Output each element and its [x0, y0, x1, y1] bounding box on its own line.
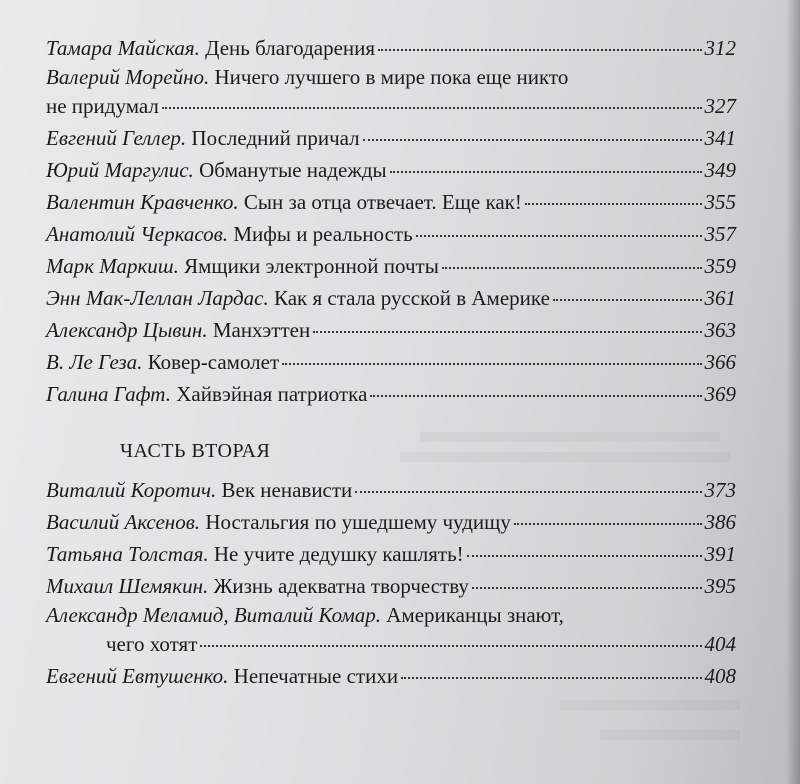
entry-page-number: 363 [704, 318, 736, 342]
leader-dots [162, 107, 702, 109]
toc-entry[interactable] [46, 506, 736, 538]
leader-dots [378, 49, 701, 51]
entry-author: Галина Гафт. [46, 382, 171, 406]
toc-entry[interactable] [46, 250, 736, 282]
entry-page-number: 341 [704, 126, 736, 150]
toc-entry[interactable] [46, 346, 736, 378]
entry-title: День благодарения [205, 36, 376, 60]
entry-author: Валентин Кравченко. [46, 190, 239, 214]
entry-title: Сын за отца отвечает. Еще как! [243, 190, 522, 214]
entry-author: Анатолий Черкасов. [46, 222, 229, 246]
entry-author: В. Ле Геза. [46, 350, 143, 374]
entry-page-number: 369 [704, 382, 736, 406]
leader-dots [363, 139, 702, 141]
entry-author: Татьяна Толстая. [46, 542, 209, 566]
leader-dots [553, 299, 702, 301]
entry-author: Александр Цывин. [46, 318, 208, 342]
entry-page-number: 373 [704, 478, 736, 502]
entry-page-number: 357 [704, 222, 736, 246]
entry-author: Энн Мак-Леллан Лардас. [46, 286, 269, 310]
entry-author: Евгений Геллер. [46, 126, 187, 150]
entry-author: Виталий Коротич. [46, 478, 217, 502]
entry-page-number: 361 [704, 286, 736, 310]
entry-title: Ковер-самолет [147, 350, 280, 374]
leader-dots [370, 395, 701, 397]
toc-entry[interactable] [46, 218, 736, 250]
page-edge-shadow [786, 0, 800, 784]
entry-title: Ностальгия по ушедшему чудищу [205, 510, 511, 534]
entry-title: Ничего лучшего в мире пока еще никто [214, 65, 569, 89]
entry-author: Александр Меламид, Виталий Комар. [46, 603, 382, 627]
entry-author: Михаил Шемякин. [46, 574, 209, 598]
entry-title: Американцы знают, [386, 603, 564, 627]
entry-title: Не учите дедушку кашлять! [213, 542, 464, 566]
entry-author: Василий Аксенов. [46, 510, 201, 534]
leader-dots [200, 645, 701, 647]
leader-dots [442, 267, 702, 269]
toc-entry[interactable] [46, 660, 736, 692]
entry-title: Обманутые надежды [199, 158, 387, 182]
leader-dots [467, 555, 702, 557]
toc-entry[interactable] [46, 186, 736, 218]
entry-title-continued: чего хотят [106, 632, 198, 656]
table-of-contents [46, 32, 736, 692]
entry-page-number: 386 [704, 510, 736, 534]
leader-dots [472, 587, 702, 589]
entry-title: Ямщики электронной почты [184, 254, 439, 278]
entry-page-number: 408 [704, 664, 736, 688]
leader-dots [525, 203, 702, 205]
entry-author: Марк Маркиш. [46, 254, 179, 278]
toc-entry[interactable] [46, 32, 736, 64]
leader-dots [390, 171, 702, 173]
entry-page-number: 404 [704, 632, 736, 656]
entry-page-number: 391 [704, 542, 736, 566]
toc-entry[interactable] [46, 570, 736, 602]
entry-page-number: 366 [704, 350, 736, 374]
toc-entry[interactable] [46, 378, 736, 410]
toc-entry[interactable] [46, 474, 736, 506]
leader-dots [514, 523, 702, 525]
toc-entry[interactable] [46, 122, 736, 154]
entry-title: Непечатные стихи [233, 664, 399, 688]
part-two-heading: ЧАСТЬ ВТОРАЯ [120, 440, 271, 462]
leader-dots [313, 331, 701, 333]
toc-entry[interactable] [46, 602, 736, 660]
entry-page-number: 327 [704, 94, 736, 118]
entry-page-number: 312 [704, 36, 736, 60]
entry-title: Как я стала русской в Америке [274, 286, 550, 310]
toc-entry[interactable] [46, 314, 736, 346]
entry-page-number: 355 [704, 190, 736, 214]
entry-title: Век ненависти [221, 478, 353, 502]
entry-title: Манхэттен [212, 318, 311, 342]
entry-title: Хайвэйная патриотка [176, 382, 368, 406]
leader-dots [355, 491, 701, 493]
toc-entry[interactable] [46, 538, 736, 570]
leader-dots [282, 363, 701, 365]
entry-author: Валерий Морейно. [46, 65, 210, 89]
entry-title-continued: не придумал [46, 94, 159, 118]
leader-dots [416, 235, 702, 237]
toc-entry[interactable] [46, 64, 736, 122]
entry-title: Мифы и реальность [233, 222, 413, 246]
entry-page-number: 395 [704, 574, 736, 598]
entry-title: Последний причал [191, 126, 360, 150]
entry-author: Юрий Маргулис. [46, 158, 194, 182]
entry-title: Жизнь адекватна творчеству [213, 574, 469, 598]
entry-page-number: 349 [704, 158, 736, 182]
entry-author: Тамара Майская. [46, 36, 200, 60]
toc-entry[interactable] [46, 154, 736, 186]
entry-author: Евгений Евтушенко. [46, 664, 229, 688]
leader-dots [401, 677, 701, 679]
toc-entry[interactable] [46, 282, 736, 314]
entry-page-number: 359 [704, 254, 736, 278]
